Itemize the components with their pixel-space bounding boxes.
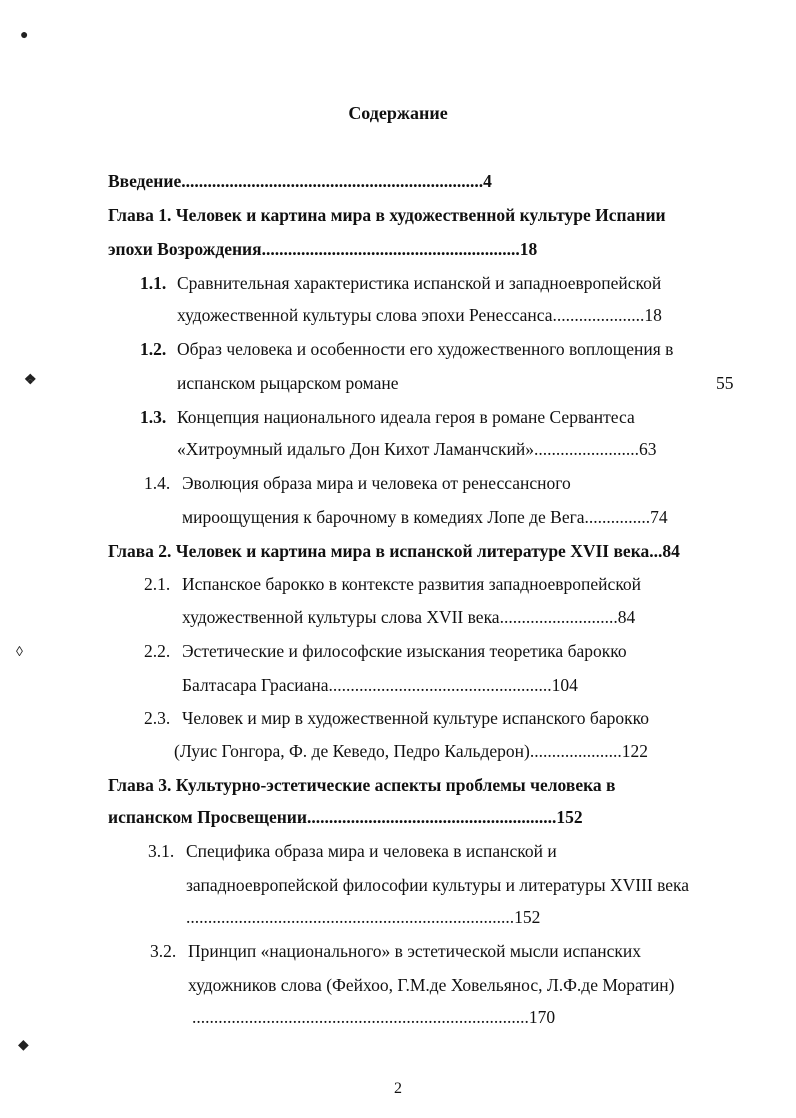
scan-mark: ◊	[16, 645, 23, 660]
scan-mark: ◆	[18, 1038, 29, 1053]
toc-section-number: 1.4.	[144, 473, 171, 493]
toc-section-number: 3.2.	[150, 941, 177, 961]
toc-section-2-1[interactable]: Испанское барокко в контексте развития западноевропейской	[182, 574, 642, 594]
toc-section-number: 1.2.	[140, 339, 167, 359]
toc-chapter-3-line-1[interactable]: Глава 3. Культурно-эстетические аспекты проблемы человека в	[108, 775, 616, 795]
toc-introduction[interactable]: Введение.....................................................................4	[108, 171, 492, 191]
toc-section-number: 1.1.	[140, 273, 167, 293]
toc-section-3-2[interactable]: Принцип «национального» в эстетической мысли испанских	[188, 941, 641, 961]
toc-section-number: 2.3.	[144, 708, 171, 728]
toc-section-1-4-cont[interactable]: мироощущения к барочному в комедиях Лопе де Вега...............74	[182, 507, 668, 527]
toc-section-2-2-cont[interactable]: Балтасара Грасиана...................................................104	[182, 675, 578, 695]
toc-section-3-1-cont[interactable]: западноевропейской философии культуры и литературы XVIII века	[186, 875, 690, 895]
scan-mark: ❖	[24, 373, 37, 388]
toc-section-1-3-cont[interactable]: «Хитроумный идальго Дон Кихот Ламанчский»........................63	[177, 439, 657, 459]
toc-chapter-3-line-2[interactable]: испанском Просвещении.........................................................152	[108, 807, 583, 827]
toc-section-number: 3.1.	[148, 841, 175, 861]
toc-chapter-2[interactable]: Глава 2. Человек и картина мира в испанской литературе XVII века...84	[108, 541, 680, 561]
toc-section-1-1[interactable]: Сравнительная характеристика испанской и западноевропейской	[177, 273, 662, 293]
toc-section-1-2[interactable]: Образ человека и особенности его художественного воплощения в	[177, 339, 674, 359]
toc-section-number: 1.3.	[140, 407, 167, 427]
toc-section-2-3[interactable]: Человек и мир в художественной культуре испанского барокко	[182, 708, 649, 728]
toc-section-number: 2.2.	[144, 641, 171, 661]
toc-section-3-2-leader[interactable]: .............................................................................170	[192, 1007, 556, 1027]
toc-section-3-2-cont[interactable]: художников слова (Фейхоо, Г.М.де Ховельянос, Л.Ф.де Моратин)	[188, 975, 675, 995]
toc-section-3-1[interactable]: Специфика образа мира и человека в испанской и	[186, 841, 557, 861]
toc-section-number: 2.1.	[144, 574, 171, 594]
toc-section-3-1-leader[interactable]: ...........................................................................152	[186, 907, 541, 927]
toc-section-1-2-page: 55	[716, 373, 734, 393]
toc-chapter-1-line-2[interactable]: эпохи Возрождения...........................................................18	[108, 239, 538, 259]
toc-section-2-3-cont[interactable]: (Луис Гонгора, Ф. де Кеведо, Педро Кальдерон).....................122	[174, 741, 648, 761]
scan-mark: ●	[20, 28, 29, 43]
toc-section-1-4[interactable]: Эволюция образа мира и человека от ренессансного	[182, 473, 571, 493]
page-title: Содержание	[348, 103, 448, 123]
toc-section-2-2[interactable]: Эстетические и философские изыскания теоретика барокко	[182, 641, 627, 661]
toc-section-2-1-cont[interactable]: художественной культуры слова XVII века...........................84	[182, 607, 636, 627]
toc-chapter-1-line-1[interactable]: Глава 1. Человек и картина мира в художественной культуре Испании	[108, 205, 666, 225]
toc-section-1-3[interactable]: Концепция национального идеала героя в романе Сервантеса	[177, 407, 635, 427]
toc-section-1-2-cont[interactable]: испанском рыцарском романе	[177, 373, 399, 393]
page-number: 2	[394, 1080, 402, 1097]
toc-section-1-1-cont[interactable]: художественной культуры слова эпохи Ренессанса.....................18	[177, 305, 662, 325]
